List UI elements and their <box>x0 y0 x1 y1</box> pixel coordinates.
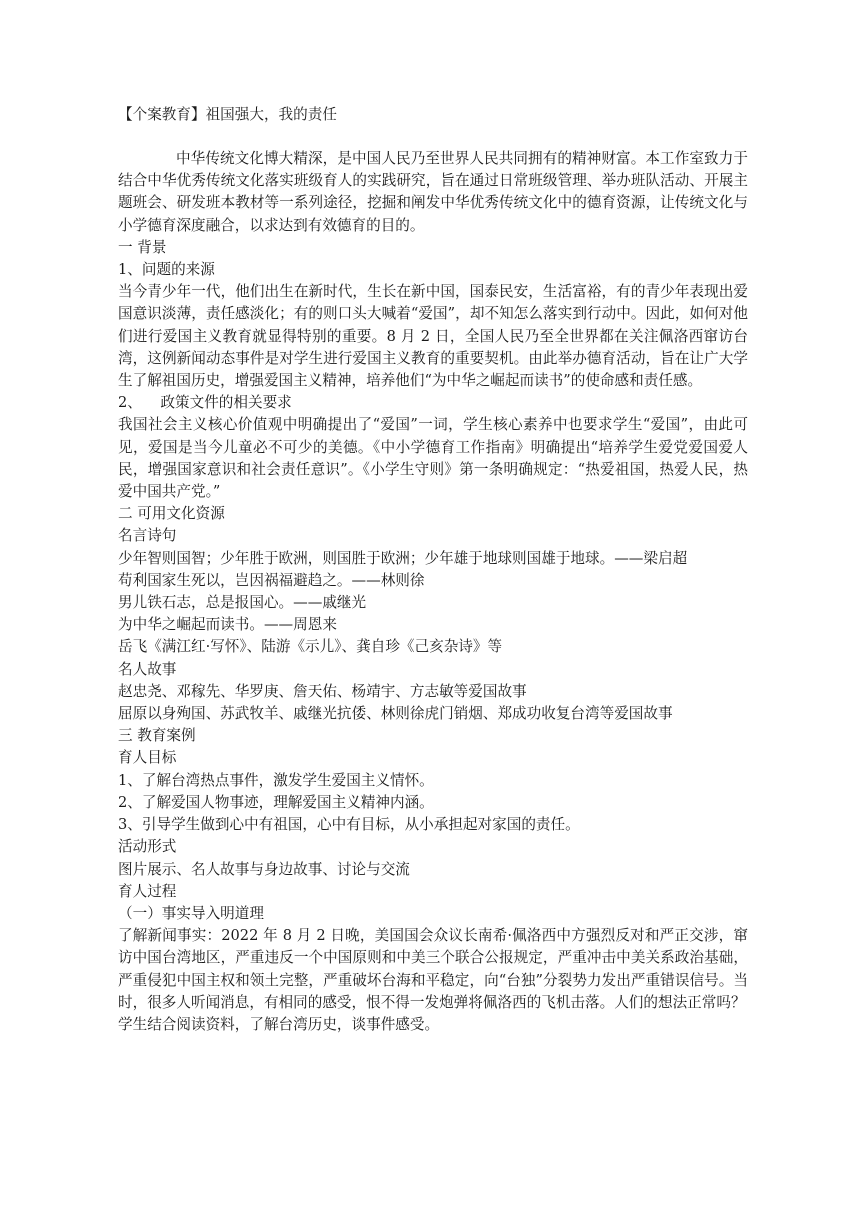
background-paragraph: 当今青少年一代，他们出生在新时代，生长在新中国，国泰民安，生活富裕，有的青少年表现出爱国意识淡薄，责任感淡化；有的则口头大喊着“爱国”，却不知怎么落实到行动中。因此，如何对他们进行爱国主义教育就显得特别的重要。8 月 2 日，全国人民乃至全世界都在关注佩洛西窜访台湾，这例新闻动态事件是对学生进行爱国主义教育的重要契机。由此举办德育活动，旨在让广大学生了解祖国历史，增强爱国主义精神，培养他们“为中华之崛起而读书”的使命感和责任感。 <box>118 283 748 390</box>
quote-line: 少年智则国智；少年胜于欧洲，则国胜于欧洲；少年雄于地球则国雄于地球。——梁启超 <box>118 549 688 567</box>
quote-line: 为中华之崛起而读书。——周恩来 <box>118 616 337 634</box>
story-line: 赵忠尧、邓稼先、华罗庚、詹天佑、杨靖宇、方志敏等爱国故事 <box>118 682 527 700</box>
subheading-quotes: 名言诗句 <box>118 527 177 545</box>
section-heading-background: 一 背景 <box>118 238 167 256</box>
subheading-process: 育人过程 <box>118 882 177 900</box>
goal-item: 2、了解爱国人物事迹，理解爱国主义精神内涵。 <box>118 793 434 811</box>
news-paragraph: 了解新闻事实：2022 年 8 月 2 日晚，美国国会众议长南希·佩洛西中方强烈反对和严正交涉，窜访中国台湾地区，严重违反一个中国原则和中美三个联合公报规定，严重冲击中美关系政治基础，严重侵犯中国主权和领土完整，严重破坏台海和平稳定，向“台独”分裂势力发出严重错误信号。当时，很多人听闻消息，有相同的感受，恨不得一发炮弹将佩洛西的飞机击落。人们的想法正常吗？ <box>118 927 748 1011</box>
quote-line: 男儿铁石志，总是报国心。——戚继光 <box>118 594 367 612</box>
quote-line: 岳飞《满江红·写怀》、陆游《示儿》、龚自珍《己亥杂诗》等 <box>118 638 503 656</box>
subheading-policy: 2、 政策文件的相关要求 <box>118 394 292 412</box>
task-line: 学生结合阅读资料，了解台湾历史，谈事件感受。 <box>118 1015 440 1033</box>
form-text: 图片展示、名人故事与身边故事、讨论与交流 <box>118 860 410 878</box>
intro-paragraph: 中华传统文化博大精深，是中国人民乃至世界人民共同拥有的精神财富。本工作室致力于结合中华优秀传统文化落实班级育人的实践研究，旨在通过日常班级管理、举办班队活动、开展主题班会、研发班本教材等一系列途径，挖掘和阐发中华优秀传统文化中的德育资源，让传统文化与小学德育深度融合，以求达到有效德育的目的。 <box>118 150 748 234</box>
blank-line <box>118 126 748 148</box>
section-heading-case: 三 教育案例 <box>118 727 196 745</box>
subheading-form: 活动形式 <box>118 838 177 856</box>
subheading-goals: 育人目标 <box>118 749 177 767</box>
step-heading: （一）事实导入明道理 <box>118 904 264 922</box>
subheading-problem-source: 1、问题的来源 <box>118 261 215 279</box>
subheading-stories: 名人故事 <box>118 660 177 678</box>
section-heading-resources: 二 可用文化资源 <box>118 505 225 523</box>
story-line: 屈原以身殉国、苏武牧羊、戚继光抗倭、林则徐虎门销烟、郑成功收复台湾等爱国故事 <box>118 705 673 723</box>
document-title: 【个案教育】祖国强大，我的责任 <box>118 106 337 123</box>
policy-paragraph: 我国社会主义核心价值观中明确提出了“爱国”一词，学生核心素养中也要求学生“爱国”，由此可见，爱国是当今儿童必不可少的美德。《中小学德育工作指南》明确提出“培养学生爱党爱国爱人民，增强国家意识和社会责任意识”。《小学生守则》第一条明确规定：“热爱祖国，热爱人民，热爱中国共产党。” <box>118 416 748 501</box>
goal-item: 3、引导学生做到心中有祖国，心中有目标，从小承担起对家国的责任。 <box>118 816 580 834</box>
quote-line: 苟利国家生死以，岂因祸福避趋之。——林则徐 <box>118 571 425 589</box>
document-page <box>118 104 748 1036</box>
goal-item: 1、了解台湾热点事件，激发学生爱国主义情怀。 <box>118 771 434 789</box>
